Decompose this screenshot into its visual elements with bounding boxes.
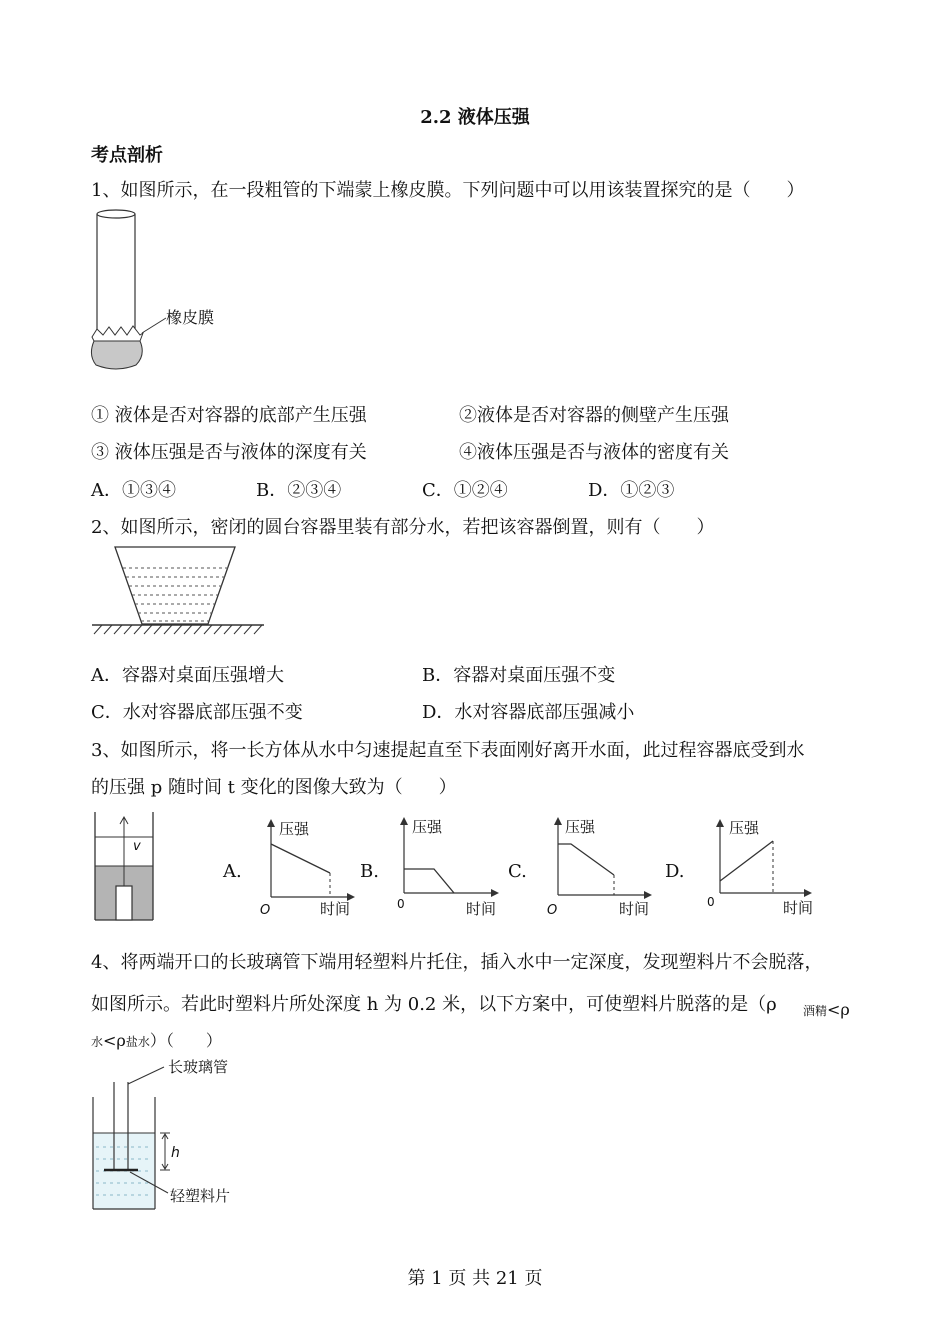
q1-item-2: ②液体是否对容器的侧壁产生压强: [459, 405, 729, 426]
less-than-rho-2: <ρ: [103, 1031, 126, 1050]
section-title: 考点剖析: [91, 145, 163, 166]
stem-tail: ）（ ）: [149, 1031, 222, 1050]
svg-text:压强: 压强: [565, 818, 596, 836]
membrane-pointer: [142, 318, 166, 333]
q1-option-d[interactable]: D．①②③: [588, 480, 675, 501]
q3-option-a-label[interactable]: A.: [223, 861, 242, 882]
graph-d-curve: [720, 841, 773, 881]
svg-text:压强: 压强: [729, 819, 760, 837]
subscript-alcohol: 酒精: [803, 1004, 828, 1018]
q3-stem-line-2: 的压强 p 随时间 t 变化的图像大致为（ ）: [91, 777, 457, 798]
q3-figure-container: [93, 810, 155, 922]
q3-graph-a[interactable]: [258, 815, 358, 919]
q3-graph-b[interactable]: [392, 813, 502, 919]
q3-stem-line-1: 3、如图所示，将一长方体从水中匀速提起直至下表面刚好离开水面，此过程容器底受到水: [91, 740, 805, 761]
svg-text:时间: 时间: [320, 900, 351, 918]
page-title: 2.2 液体压强: [420, 107, 530, 128]
membrane-bulge: [91, 341, 142, 369]
subscript-water: 水: [91, 1035, 104, 1049]
q1-stem: 1、如图所示，在一段粗管的下端蒙上橡皮膜。下列问题中可以用该装置探究的是（ ）: [91, 180, 805, 201]
q3-graph-d[interactable]: [703, 815, 815, 919]
less-than-rho-1: <ρ: [827, 1000, 850, 1019]
svg-text:O: O: [547, 903, 558, 918]
depth-label: h: [171, 1145, 180, 1161]
q2-option-d[interactable]: D．水对容器底部压强减小: [422, 702, 635, 723]
q2-figure-frustum: [90, 544, 266, 636]
q1-item-1: ① 液体是否对容器的底部产生压强: [91, 405, 367, 426]
graph-c-curve: [558, 844, 614, 875]
q1-item-4: ④液体压强是否与液体的密度有关: [459, 442, 729, 463]
membrane-label: 橡皮膜: [166, 308, 215, 327]
plate-label: 轻塑料片: [170, 1187, 231, 1205]
page-footer: 第 1 页 共 21 页: [407, 1268, 543, 1289]
subscript-saltwater: 盐水: [125, 1035, 150, 1049]
frustum-body: [115, 547, 235, 624]
q3-option-b-label[interactable]: B.: [360, 861, 379, 882]
q4-stem-line-2: 如图所示。若此时塑料片所处深度 h 为 0.2 米，以下方案中，可使塑料片脱落的是（ρ: [91, 994, 777, 1015]
q1-option-a[interactable]: A．①③④: [91, 480, 176, 501]
graph-b-curve: [404, 869, 454, 893]
tube-label: 长玻璃管: [168, 1058, 229, 1076]
q3-graph-c[interactable]: [543, 813, 655, 919]
rectangular-block: [116, 886, 132, 920]
graph-a-curve: [271, 844, 330, 873]
q3-option-c-label[interactable]: C.: [508, 861, 527, 882]
q2-stem: 2、如图所示，密闭的圆台容器里装有部分水，若把该容器倒置，则有（ ）: [91, 517, 715, 538]
svg-text:时间: 时间: [619, 900, 650, 918]
q4-stem-line-3: [91, 1028, 222, 1051]
q2-option-a[interactable]: A．容器对桌面压强增大: [91, 665, 284, 686]
q1-option-c[interactable]: C．①②④: [422, 480, 508, 501]
svg-text:时间: 时间: [783, 899, 814, 917]
svg-text:压强: 压强: [412, 818, 443, 836]
membrane-frill: [92, 326, 143, 341]
q1-figure-tube: [88, 205, 248, 375]
q4-subscript-alcohol-group: [803, 1000, 850, 1019]
svg-text:O: O: [260, 903, 271, 918]
tube-pointer: [128, 1067, 164, 1084]
svg-text:0: 0: [397, 897, 405, 911]
q1-item-3: ③ 液体压强是否与液体的深度有关: [91, 442, 367, 463]
q1-option-b[interactable]: B．②③④: [256, 480, 342, 501]
velocity-label: v: [133, 839, 141, 854]
q2-option-b[interactable]: B．容器对桌面压强不变: [422, 665, 616, 686]
tube-top-rim: [97, 210, 135, 218]
svg-text:时间: 时间: [466, 900, 497, 918]
svg-text:压强: 压强: [279, 820, 310, 838]
q4-stem-line-1: 4、将两端开口的长玻璃管下端用轻塑料片托住，插入水中一定深度，发现塑料片不会脱落，: [91, 952, 823, 973]
q3-option-d-label[interactable]: D.: [665, 861, 685, 882]
q2-option-c[interactable]: C．水对容器底部压强不变: [91, 702, 303, 723]
svg-text:0: 0: [707, 895, 715, 909]
q4-figure-beaker: [90, 1055, 250, 1215]
table-hatching: [94, 625, 262, 634]
